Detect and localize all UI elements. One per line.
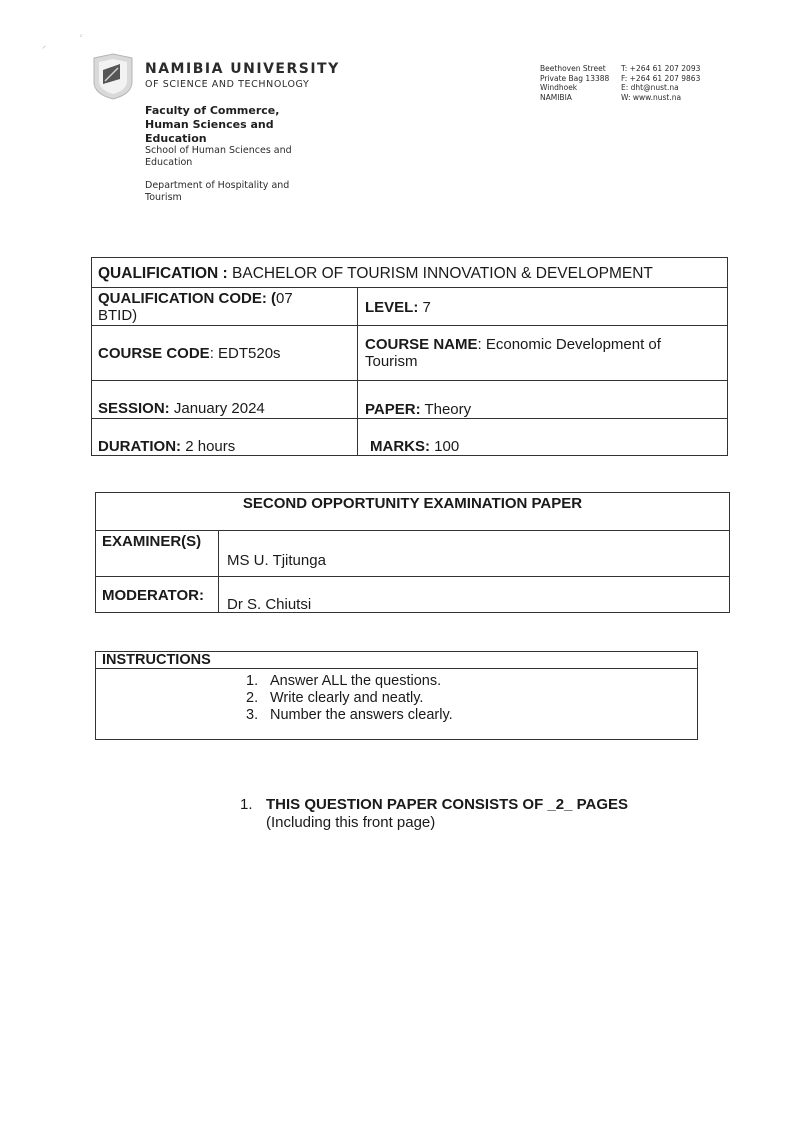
exam-title: SECOND OPPORTUNITY EXAMINATION PAPER [242,495,583,512]
qualification-code-cell [98,290,348,324]
university-subtitle: OF SCIENCE AND TECHNOLOGY [145,79,310,90]
paper-cell [365,401,471,418]
contact-line: F: +264 61 207 9863 [621,73,701,83]
course-name-cell [365,336,720,370]
session-cell [98,400,265,417]
session-value: January 2024 [169,400,265,417]
moderator-value: Dr S. Chiutsi [227,596,312,613]
qualification-code-label: QUALIFICATION CODE: ( [98,290,277,307]
qualification-label: QUALIFICATION : [98,265,228,282]
scan-mark: ꜀ [80,29,83,38]
list-item [246,690,453,707]
qualification-value: BACHELOR OF TOURISM INNOVATION & DEVELOPMENT [227,265,653,282]
level-cell [365,299,431,316]
list-item [246,707,453,724]
university-name: NAMIBIA UNIVERSITY [145,61,340,77]
table-divider [95,530,730,531]
address-line: Beethoven Street [540,64,606,73]
notice-sub: (Including this front page) [266,814,436,831]
marks-label: MARKS: [370,438,430,455]
examiner-label: EXAMINER(S) [102,533,202,550]
list-item [246,673,453,690]
qualification-code-value: BTID) [98,307,138,324]
faculty-name: Faculty of Commerce, Human Sciences and Education [145,104,280,145]
notice-main: THIS QUESTION PAPER CONSISTS OF _2_ PAGES [266,796,629,813]
table-divider [218,530,219,613]
item-number: 1. [246,673,259,689]
level-label: LEVEL: [365,299,419,316]
course-code-value: : EDT520s [209,345,281,362]
paper-value: Theory [420,401,472,418]
table-divider [91,287,728,288]
instructions-title: INSTRUCTIONS [102,652,211,668]
table-divider [91,325,728,326]
paper-label: PAPER: [365,401,421,418]
item-number: 2. [246,690,259,706]
contact-details [621,64,700,102]
examiner-value: MS U. Tjitunga [227,552,326,569]
scan-mark: ⸝ [42,41,46,50]
instructions-list [246,673,453,724]
item-text: Answer ALL the questions. [270,673,442,689]
item-text: Write clearly and neatly. [270,690,424,706]
course-code-label: COURSE CODE [98,345,210,362]
contact-line: T: +264 61 207 2093 [621,64,701,73]
duration-value: 2 hours [181,438,236,455]
course-name-label: COURSE NAME [365,336,478,353]
qualification-row [98,265,653,282]
notice-number: 1. [240,796,253,813]
table-divider [91,380,728,381]
department-name: Department of Hospitality and Tourism [145,180,290,203]
contact-line: E: dht@nust.na [621,83,679,92]
duration-cell [98,438,235,455]
item-text: Number the answers clearly. [270,707,453,723]
postal-address [540,64,609,102]
course-name-value: Tourism [365,353,418,370]
qualification-code-value: 07 [276,290,293,307]
university-logo [90,52,136,100]
duration-label: DURATION: [98,438,182,455]
page-count-notice [240,796,628,832]
table-divider [357,287,358,456]
item-number: 3. [246,707,259,723]
course-code-cell [98,345,281,362]
school-name: School of Human Sciences and Education [145,145,292,168]
session-label: SESSION: [98,400,170,417]
contact-line: W: www.nust.na [621,92,682,102]
address-line: Private Bag 13388 [540,73,610,83]
marks-cell [370,438,459,455]
moderator-label: MODERATOR: [102,587,204,604]
marks-value: 100 [430,438,460,455]
table-divider [91,418,728,419]
address-line: Windhoek [540,83,578,92]
address-line: NAMIBIA [540,92,572,102]
table-divider [95,576,730,577]
course-name-value: : Economic Development of [477,336,661,353]
level-value: 7 [418,299,431,316]
